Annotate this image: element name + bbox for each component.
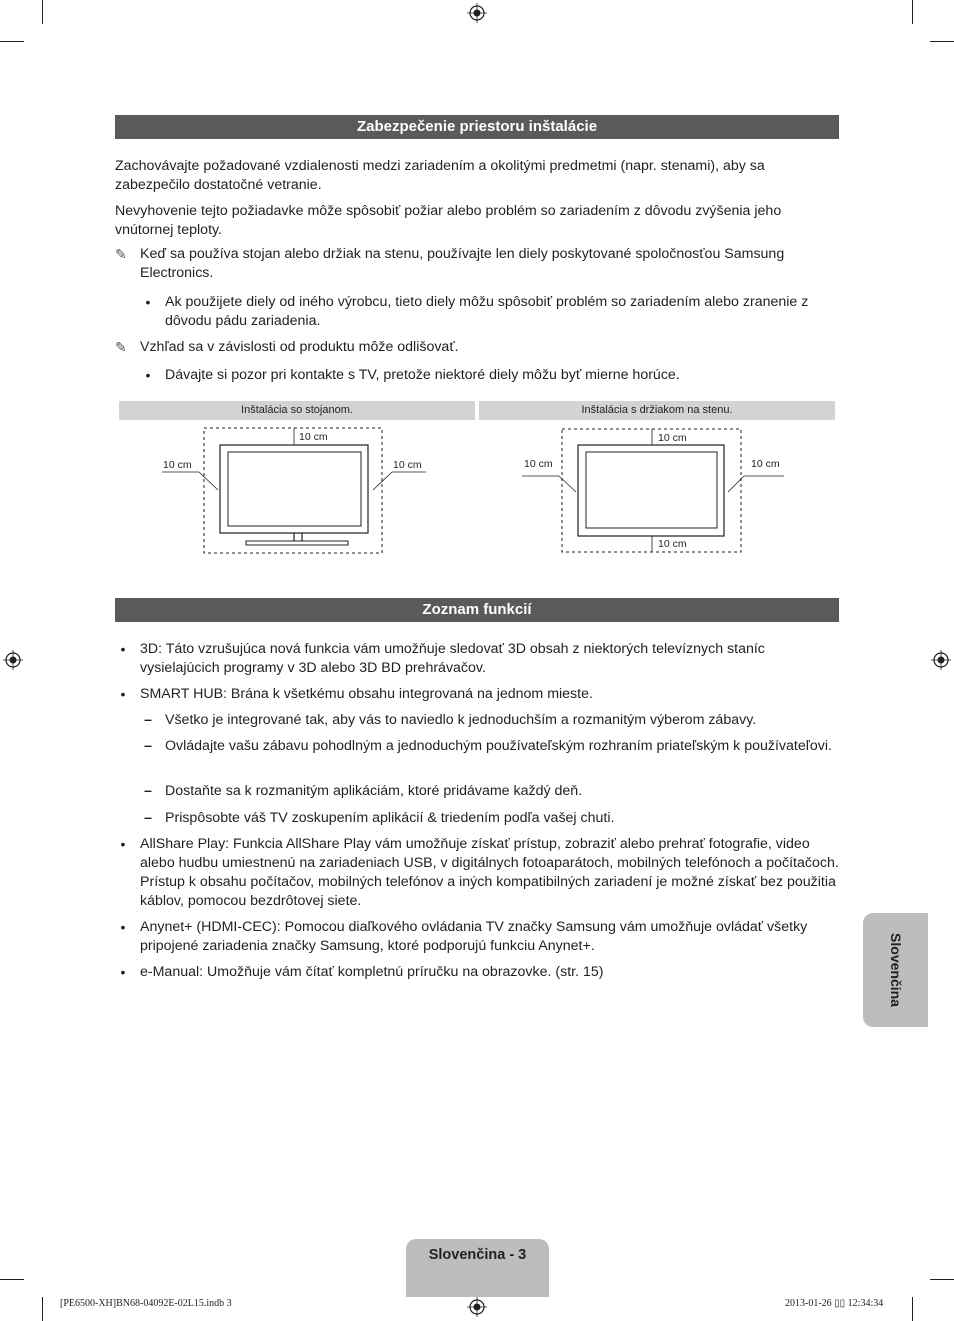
note-text: Vzhľad sa v závislosti od produktu môže odlišovať. — [140, 339, 459, 355]
dash-marker: – — [144, 810, 152, 826]
crop-mark — [912, 1297, 913, 1321]
feature-description: : Táto vzrušujúca nová funkcia vám umožňuje sledovať 3D obsah z niektorých televíznych staníc vysielajúcich programy v 3D alebo 3D BD prehrávačov. — [140, 641, 765, 676]
crop-mark — [42, 1297, 43, 1321]
pencil-note-icon: ✎ — [115, 246, 127, 262]
clearance-label-right: 10 cm — [751, 458, 780, 470]
clearance-label-top: 10 cm — [658, 432, 687, 444]
registration-mark-icon — [467, 3, 487, 23]
section-heading-installation-space: Zabezpečenie priestoru inštalácie — [115, 115, 839, 139]
bullet-marker: • — [145, 294, 151, 310]
clearance-label-right: 10 cm — [393, 459, 422, 471]
stand-installation-diagram — [119, 420, 475, 560]
feature-term: SMART HUB — [140, 686, 224, 702]
list-item-text: Dávajte si pozor pri kontakte s TV, pretože niektoré diely môžu byť mierne horúce. — [165, 367, 680, 383]
sub-list-item-text: Ovládajte vašu zábavu pohodlným a jednoduchým používateľským rozhraním priateľským k používateľovi. — [165, 738, 832, 754]
figure-title-wall: Inštalácia s držiakom na stenu. — [479, 401, 835, 420]
language-side-tab — [863, 913, 928, 1027]
crop-mark — [930, 1279, 954, 1280]
crop-mark — [0, 1279, 24, 1280]
pencil-note-icon: ✎ — [115, 339, 127, 355]
dash-marker: – — [144, 783, 152, 799]
print-slug-timestamp: 2013-01-26 ▯▯ 12:34:34 — [785, 1298, 884, 1309]
page-number-tab: Slovenčina - 3 — [406, 1239, 549, 1297]
crop-mark — [42, 0, 43, 24]
clearance-label-bottom: 10 cm — [658, 538, 687, 550]
clearance-label-left: 10 cm — [524, 458, 553, 470]
clearance-label-left: 10 cm — [163, 459, 192, 471]
registration-mark-icon — [931, 650, 951, 670]
section-heading-features: Zoznam funkcií — [115, 598, 839, 622]
bullet-marker: • — [120, 686, 126, 702]
feature-description: : Funkcia AllShare Play vám umožňuje získať prístup, zobraziť alebo prehrať fotografie, video alebo hudbu umiestnenú na zariadeniach USB, v digitálnych fotoaparátoch, mobilných telefónoch a počítačoch. Prístup k obsahu počítačov, mobilných telefónov a iných kompatibilných zariadení je možné získať bez použitia káblov, pomocou bezdrôtovej siete. — [140, 836, 839, 909]
bullet-marker: • — [145, 367, 151, 383]
print-slug-file: [PE6500-XH]BN68-04092E-02L15.indb 3 — [60, 1298, 232, 1309]
list-item-text: Ak použijete diely od iného výrobcu, tieto diely môžu spôsobiť problém so zariadením alebo zranenie z dôvodu pádu zariadenia. — [165, 294, 809, 329]
feature-term: AllShare Play — [140, 836, 226, 852]
feature-description: : Umožňuje vám čítať kompletnú príručku na obrazovke. (str. 15) — [199, 964, 604, 980]
bullet-marker: • — [120, 641, 126, 657]
feature-term: Anynet+ (HDMI-CEC) — [140, 919, 277, 935]
registration-mark-icon — [467, 1297, 487, 1317]
feature-term: e-Manual — [140, 964, 200, 980]
sub-list-item-text: Všetko je integrované tak, aby vás to naviedlo k jednoduchším a rozmanitým výberom zábavy. — [165, 712, 757, 728]
bullet-marker: • — [120, 836, 126, 852]
feature-description: : Pomocou diaľkového ovládania TV značky Samsung vám umožňuje ovládať všetky pripojené zariadenia značky Samsung, ktoré podporujú funkciu Anynet+. — [140, 919, 808, 954]
dash-marker: – — [144, 712, 152, 728]
clearance-label-top: 10 cm — [299, 431, 328, 443]
paragraph-overheat-warning: Nevyhovenie tejto požiadavke môže spôsobiť požiar alebo problém so zariadením z dôvodu zvýšenia jeho vnútornej teploty. — [115, 203, 782, 238]
bullet-marker: • — [120, 919, 126, 935]
paragraph-ventilation: Zachovávajte požadované vzdialenosti medzi zariadením a okolitými predmetmi (napr. stenami), aby sa zabezpečilo dostatočné vetranie. — [115, 158, 765, 193]
wall-mount-installation-diagram — [479, 420, 835, 560]
note-text: Keď sa používa stojan alebo držiak na stenu, používajte len diely poskytované spoločnosťou Samsung Electronics. — [140, 246, 785, 281]
figure-title-stand: Inštalácia so stojanom. — [119, 401, 475, 420]
crop-mark — [0, 41, 24, 42]
sub-list-item-text: Dostaňte sa k rozmanitým aplikáciám, ktoré pridávame každý deň. — [165, 783, 583, 799]
feature-description: : Brána k všetkému obsahu integrovaná na jednom mieste. — [223, 686, 593, 702]
dash-marker: – — [144, 738, 152, 754]
feature-term: 3D — [140, 641, 159, 657]
sub-list-item-text: Prispôsobte váš TV zoskupením aplikácií & triedením podľa vašej chuti. — [165, 810, 615, 826]
crop-mark — [912, 0, 913, 24]
registration-mark-icon — [3, 650, 23, 670]
language-side-tab-label: Slovenčina — [887, 933, 904, 1007]
bullet-marker: • — [120, 964, 126, 980]
crop-mark — [930, 41, 954, 42]
